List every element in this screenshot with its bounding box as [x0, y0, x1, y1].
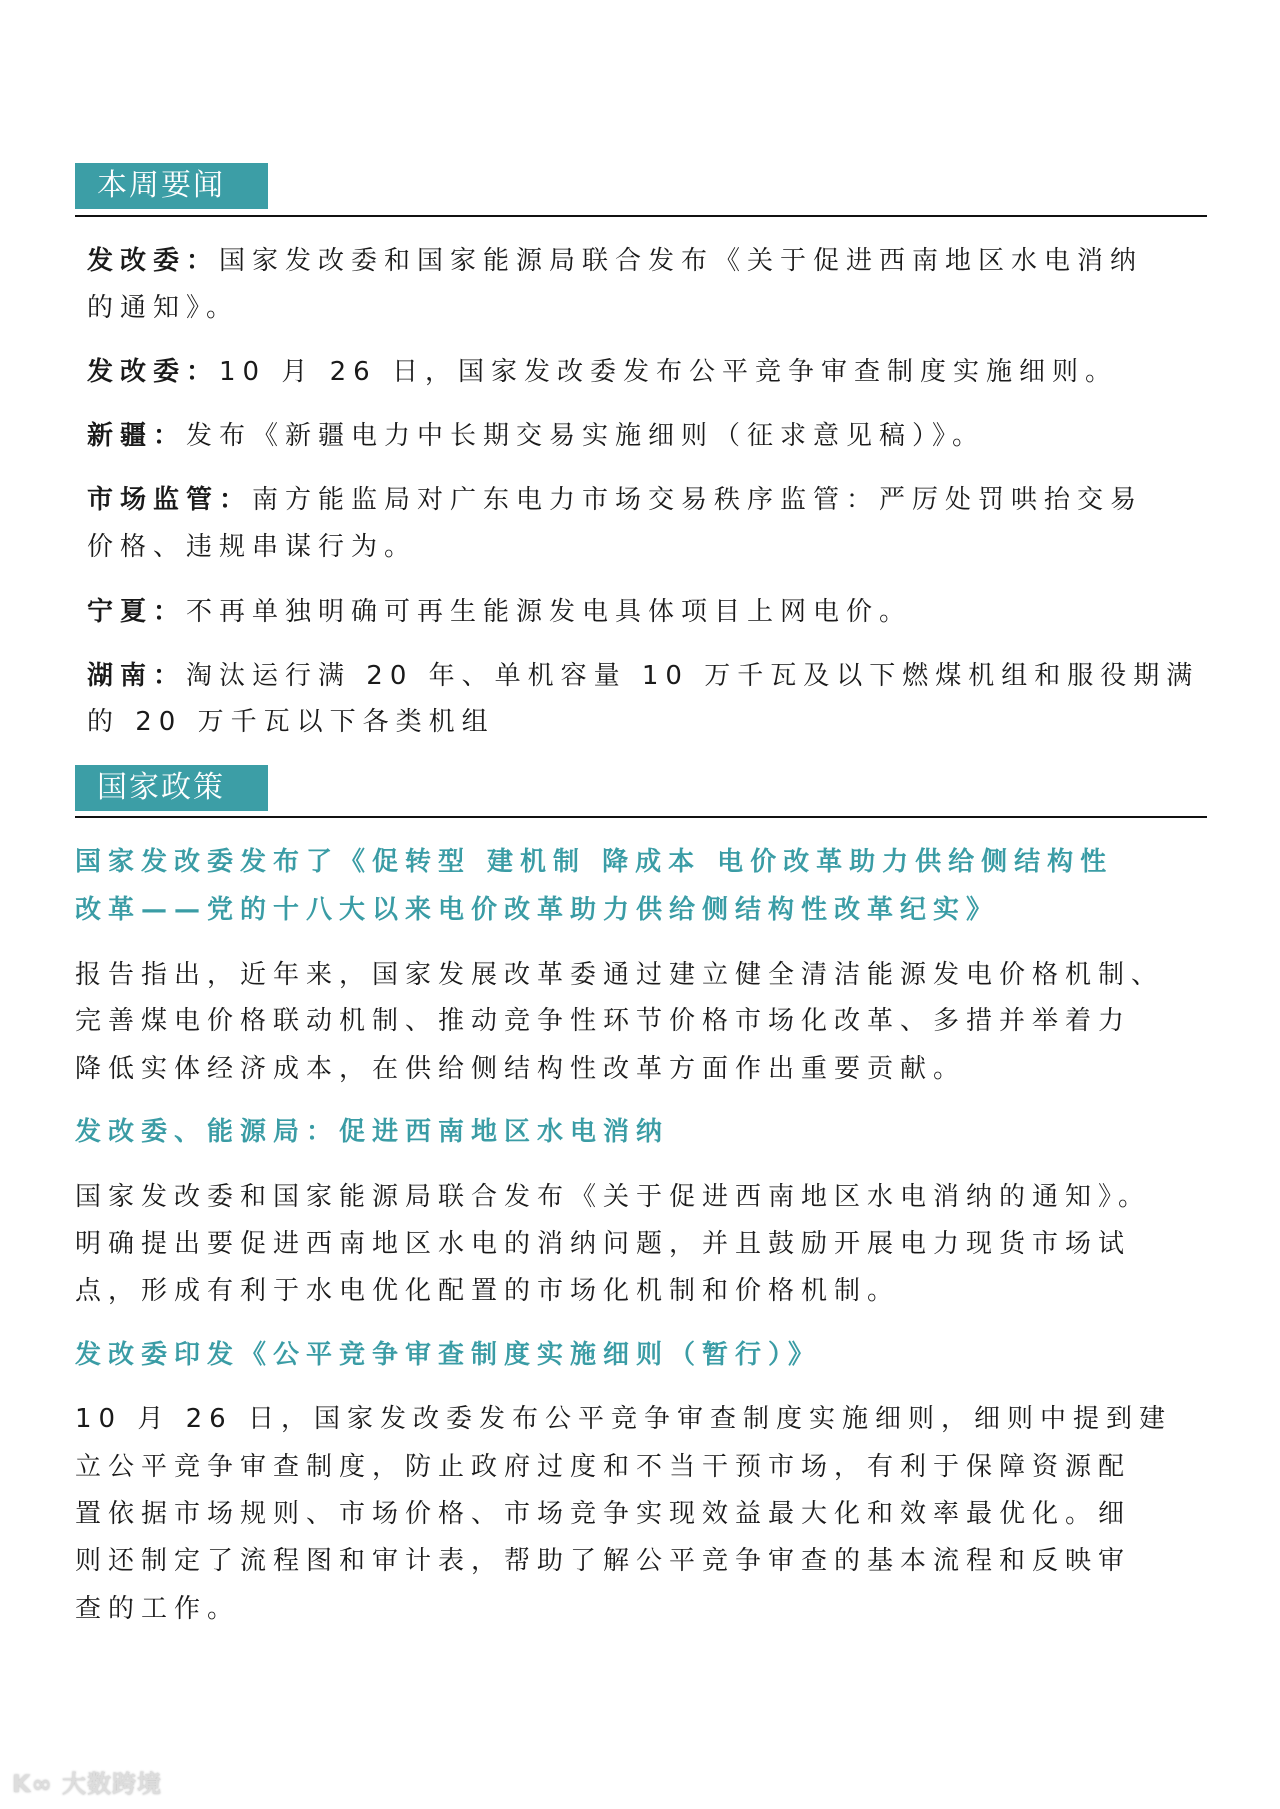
news-text: 发布《新疆电力中长期交易实施细则（征求意见稿）》。 [186, 421, 986, 451]
article-body: 则还制定了流程图和审计表，帮助了解公平竞争审查的基本流程和反映审 [75, 1546, 1132, 1576]
news-label: 发改委： [87, 357, 220, 387]
article-heading: 国家发改委发布了《促转型 建机制 降成本 电价改革助力供给侧结构性 [75, 847, 1114, 877]
article-heading: 改革——党的十八大以来电价改革助力供给侧结构性改革纪实》 [75, 895, 1000, 925]
section-header-national-policy: 国家政策 [75, 765, 268, 811]
news-text: 南方能监局对广东电力市场交易秩序监管：严厉处罚哄抬交易 [252, 485, 1144, 515]
news-label: 市场监管： [87, 485, 253, 515]
news-label: 宁夏： [87, 597, 187, 627]
article-heading: 发改委、能源局：促进西南地区水电消纳 [75, 1117, 670, 1147]
news-text: 价格、违规串谋行为。 [87, 532, 418, 562]
article-body: 点，形成有利于水电优化配置的市场化机制和价格机制。 [75, 1276, 901, 1306]
news-text: 10 月 26 日，国家发改委发布公平竞争审查制度实施细则。 [219, 357, 1118, 387]
article-body: 立公平竞争审查制度，防止政府过度和不当干预市场，有利于保障资源配 [75, 1452, 1132, 1482]
article-body: 10 月 26 日，国家发改委发布公平竞争审查制度实施细则，细则中提到建 [75, 1404, 1172, 1434]
news-text: 的 20 万千瓦以下各类机组 [87, 707, 495, 737]
news-text: 国家发改委和国家能源局联合发布《关于促进西南地区水电消纳 [219, 246, 1144, 276]
divider [75, 816, 1207, 818]
article-body: 完善煤电价格联动机制、推动竞争性环节价格市场化改革、多措并举着力 [75, 1006, 1132, 1036]
article-body: 国家发改委和国家能源局联合发布《关于促进西南地区水电消纳的通知》。 [75, 1182, 1152, 1212]
news-label: 发改委： [87, 246, 220, 276]
article-body: 查的工作。 [75, 1594, 241, 1624]
section-header-weekly-news: 本周要闻 [75, 163, 268, 209]
news-label: 新疆： [87, 421, 187, 451]
article-body: 明确提出要促进西南地区水电的消纳问题，并且鼓励开展电力现货市场试 [75, 1229, 1132, 1259]
article-heading: 发改委印发《公平竞争审查制度实施细则（暂行）》 [75, 1340, 822, 1370]
news-label: 湖南： [87, 661, 187, 691]
divider [75, 215, 1207, 217]
watermark-logo: K∞ 大数跨境 [12, 1770, 162, 1798]
news-text: 不再单独明确可再生能源发电具体项目上网电价。 [186, 597, 913, 627]
news-text: 淘汰运行满 20 年、单机容量 10 万千瓦及以下燃煤机组和服役期满 [186, 661, 1200, 691]
logo-icon: K∞ [12, 1770, 62, 1798]
article-body: 报告指出，近年来，国家发展改革委通过建立健全清洁能源发电价格机制、 [75, 960, 1165, 990]
news-text: 的通知》。 [87, 293, 240, 323]
article-body: 置依据市场规则、市场价格、市场竞争实现效益最大化和效率最优化。细 [75, 1499, 1132, 1529]
article-body: 降低实体经济成本，在供给侧结构性改革方面作出重要贡献。 [75, 1054, 967, 1084]
